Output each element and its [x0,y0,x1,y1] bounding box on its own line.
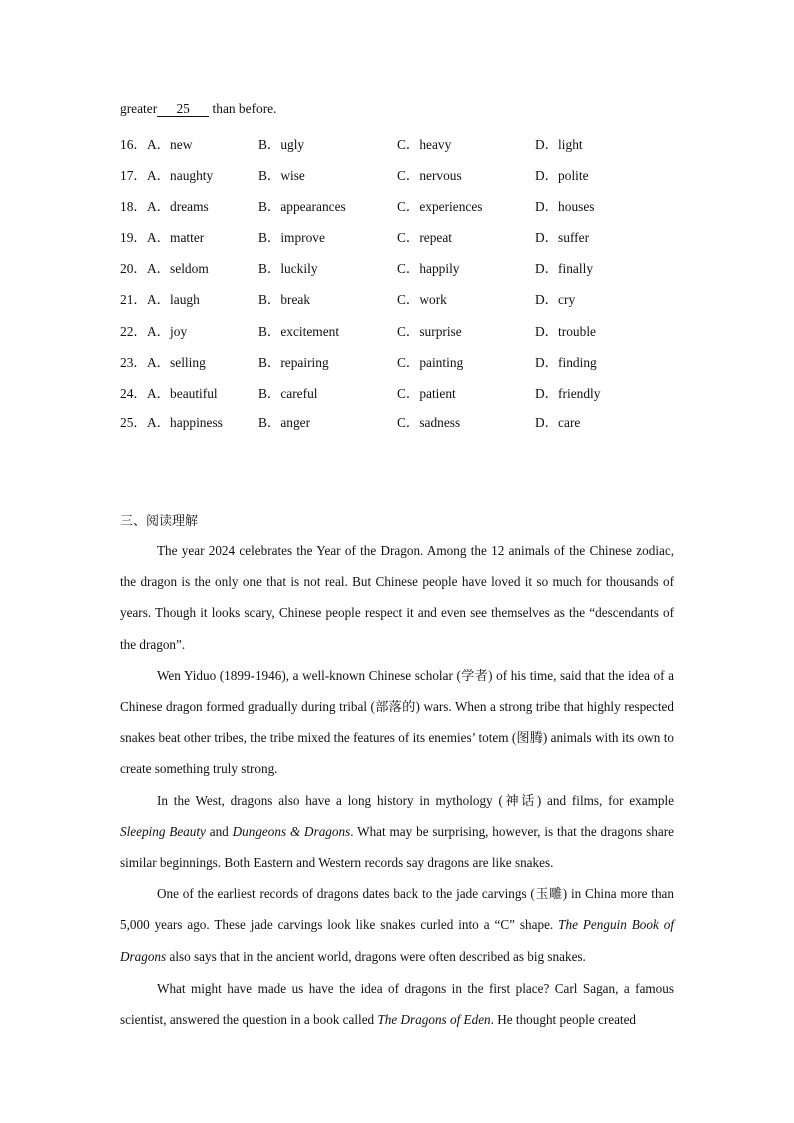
question-number: 18． [120,199,147,214]
option-a: A．happiness [147,415,223,430]
paragraph-4-text-a: One of the earliest records of dragons dates back to the jade carvings (玉雕) in China more than 5,000 years ago. These jade carvings look like snakes curled into a “C” shape. [120,886,674,933]
cloze-continuation-line [120,101,276,117]
option-c: C．experiences [397,199,483,214]
option-c: C．surprise [397,324,462,339]
option-b: B．luckily [258,261,318,276]
option-c: C．work [397,292,447,307]
option-c: C．painting [397,355,464,370]
option-a: A．beautiful [147,386,218,401]
paragraph-3-text-c: . What may be surprising, however, is that the dragons share similar beginnings. Both Eastern and Western records say dragons are like snakes. [120,823,674,871]
film-title-dungeons-dragons: Dungeons & Dragons [232,823,351,839]
line-suffix: than before. [212,101,277,116]
question-number: 16． [120,137,147,152]
option-d: D．finally [535,261,594,276]
option-c: C．nervous [397,168,462,183]
option-c: C．repeat [397,230,453,245]
option-b: B．break [258,292,311,307]
book-title-penguin-book: The Penguin Book of Dragons [120,917,674,964]
option-d: D．trouble [535,324,596,339]
option-a: A．seldom [147,261,209,276]
line-prefix: greater [120,101,158,116]
option-d: D．care [535,415,581,430]
option-a: A．matter [147,230,205,245]
film-title-sleeping-beauty: Sleeping Beauty [120,823,206,839]
option-b: B．improve [258,230,325,245]
paragraph-5-text-b: . He thought people created [490,1012,637,1028]
paragraph-3 [120,785,674,879]
question-number: 17． [120,168,147,183]
question-number: 23． [120,355,147,370]
option-b: B．appearances [258,199,346,214]
option-c: C．happily [397,261,460,276]
question-number: 22． [120,324,147,339]
book-title-dragons-of-eden: The Dragons of Eden [377,1012,491,1028]
question-number: 21． [120,292,147,307]
option-a: A．selling [147,355,206,370]
option-c: C．sadness [397,415,461,430]
option-a: A．new [147,137,193,152]
paragraph-4-text-b: also says that in the ancient world, dragons were often described as big snakes. [166,948,586,964]
paragraph-2: Wen Yiduo (1899-1946), a well-known Chinese scholar (学者) of his time, said that the idea of a Chinese dragon formed gradually during tribal (部落的) wars. When a strong tribe that highly respected snakes beat other tribes, the tribe mixed the features of its enemies’ totem (图腾) animals with its own to create something truly strong. [120,667,674,777]
paragraph-5 [120,973,674,1035]
option-a: A．joy [147,324,188,339]
option-c: C．heavy [397,137,452,152]
option-b: B．ugly [258,137,305,152]
option-a: A．laugh [147,292,200,307]
paragraph-5-text-a: What might have made us have the idea of dragons in the first place? Carl Sagan, a famous scientist, answered the question in a book called [120,980,674,1028]
question-number: 24． [120,386,147,401]
paragraph-1: The year 2024 celebrates the Year of the Dragon. Among the 12 animals of the Chinese zodiac, the dragon is the only one that is not real. But Chinese people have loved it so much for thousands of years. Though it looks scary, Chinese people respect it and even see themselves as the “descendants of the dragon”. [120,543,674,652]
option-d: D．houses [535,199,595,214]
option-d: D．finding [535,355,597,370]
question-number: 20． [120,261,147,276]
option-c: C．patient [397,386,456,401]
option-d: D．light [535,137,583,152]
section-title-reading: 三、阅读理解 [120,514,199,529]
option-d: D．polite [535,168,589,183]
option-d: D．friendly [535,386,601,401]
option-d: D．suffer [535,230,590,245]
option-a: A．naughty [147,168,214,183]
paragraph-3-text-a: In the West, dragons also have a long history in mythology (神话) and films, for example [157,792,674,808]
option-b: B．excitement [258,324,340,339]
option-b: B．anger [258,415,311,430]
option-a: A．dreams [147,199,209,214]
paragraph-4 [120,878,674,972]
option-d: D．cry [535,292,576,307]
blank-25: 25 [157,101,209,117]
option-b: B．wise [258,168,305,183]
reading-passage [120,535,674,1035]
option-b: B．careful [258,386,318,401]
question-number: 25． [120,415,147,430]
option-b: B．repairing [258,355,329,370]
paragraph-3-text-b: and [205,823,233,839]
question-number: 19． [120,230,147,245]
